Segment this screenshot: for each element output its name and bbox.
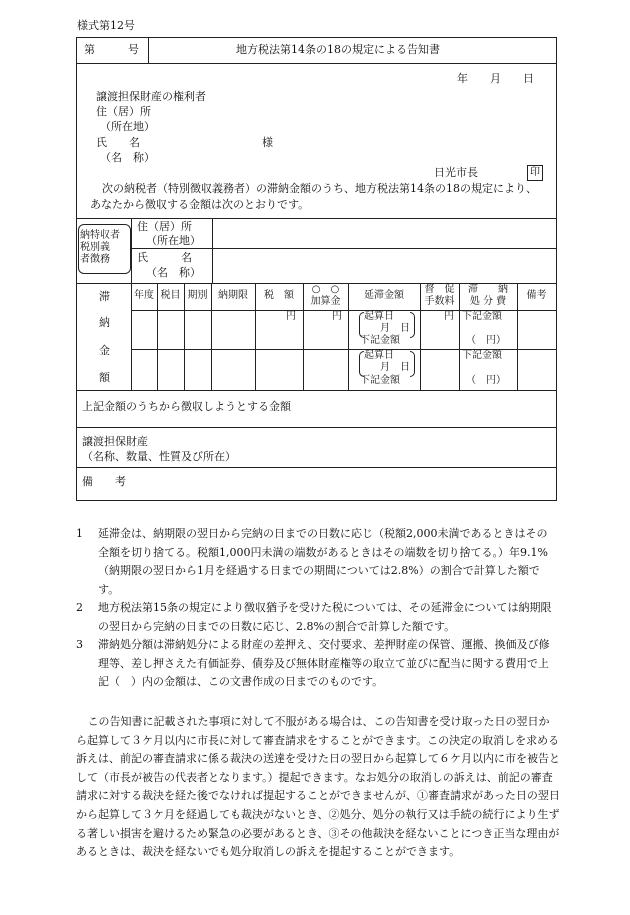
note-number: 1 (76, 527, 83, 540)
row-label-char-1: 滞 (99, 290, 110, 303)
date-line: 年 月 日 (457, 72, 534, 85)
taxpayer-label-line-3: 者徴務 (80, 254, 110, 265)
disposal-below-amount: 下記金額 (462, 311, 502, 322)
reminder-yen-unit: 円 (444, 311, 454, 322)
disposal-paren-yen: （ 円） (466, 335, 506, 346)
note-text: 地方税法第15条の規定により徴収猶予を受けた税については、その延滞金については納期限の翌日から完納の日までの日数に応じ、2.8%の割合で計算した額です。 (98, 601, 552, 633)
honorific-sama: 様 (262, 136, 273, 149)
col-period: 期別 (187, 290, 208, 301)
recipient-address-sub: （所在地） (100, 120, 155, 133)
disposal-below-amount-2: 下記金額 (462, 350, 502, 361)
below-amount-label: 下記金額 (360, 335, 400, 346)
surcharge-yen-unit: 円 (332, 311, 342, 322)
col-surcharge-top: ○ ○ (311, 284, 340, 295)
note-number: 3 (76, 638, 83, 651)
taxpayer-name-label: 氏 名 (137, 251, 192, 264)
property-label: 譲渡担保財産 (82, 435, 148, 448)
intro-line-1: 次の納税者（特別徴収義務者）の滞納金額のうち、地方税法第14条の18の規定により、 (102, 182, 537, 195)
taxpayer-address-label: 住（居）所 (137, 220, 192, 233)
mayor-label: 日光市長 (434, 166, 478, 179)
recipient-address-label: 住（居）所 (96, 105, 151, 118)
notes-list (76, 525, 556, 692)
note-item (76, 525, 556, 599)
col-surcharge: 加算金 (310, 296, 341, 307)
document-number-label: 第 号 (84, 43, 139, 56)
note-item (76, 636, 556, 692)
taxpayer-label-line-2: 税別義 (80, 242, 110, 253)
row-label-char-4: 額 (99, 371, 110, 384)
recipient-name-label: 氏 名 (96, 136, 140, 149)
property-sub-label: （名称、数量、性質及び所在） (82, 450, 236, 463)
col-reminder-fee: 手数料 (424, 296, 455, 307)
note-text: 滞納処分額は滞納処分による財産の差押え、交付要求、差押財産の保管、運搬、換価及び修理等、差し押さえた有価証券、債券及び無体財産権等の取立て並びに配当に関する費用で上記（ ）内の金額は、この文書作成の日までのものです。 (98, 638, 550, 688)
col-fiscal-year: 年度 (134, 290, 154, 301)
remarks-label: 備 考 (82, 475, 126, 488)
document-title: 地方税法第14条の18の規定による告知書 (236, 43, 440, 56)
appeal-paragraph: この告知書に記載された事項に対して不服がある場合は、この告知書を受け取った日の翌日から起算して３ケ月以内に市長に対して審査請求をすることができます。この決定の取消しを求める訴えは、前記の審査請求に係る裁決の送達を受けた日の翌日から起算して６ケ月以内に市を被告として（市長が被告の代表者となります。）提起できます。なお処分の取消しの訴えは、前記の審査請求に対する裁決を経た後でなければ提起することができませんが、①審査請求があった日の翌日から起算して３ケ月を経過しても裁決がないとき、②処分、処分の執行又は手続の続行により生ずる著しい損害を避けるため緊急の必要があるとき、③その他裁決を経ないことにつき正当な理由があるときは、裁決を経ないでも処分取消しの訴えを提起することができます。 (76, 715, 560, 859)
disposal-paren-yen-2: （ 円） (466, 375, 506, 386)
note-text: 延滞金は、納期限の翌日から完納の日までの日数に応じ（税額2,000未満であるときはその全額を切り捨てる。税額1,000円未満の端数があるときはその端数を切り捨てる。）年9.1%（納期限の翌日から1月を経過する日までの期間については2.8%）の割合で計算した額です。 (98, 527, 548, 596)
recipient-name-sub: （名 称） (100, 151, 155, 164)
month-day-label-2: 月 日 (380, 362, 410, 373)
note-item (76, 599, 556, 636)
col-due-date: 納期限 (218, 290, 248, 301)
start-date-label: 起算日 (364, 311, 394, 322)
row-label-char-2: 納 (99, 316, 110, 329)
col-tax-amount: 税 額 (264, 290, 294, 301)
col-disposal-cost: 処 分 費 (469, 296, 507, 307)
start-date-bracket-right-2 (410, 351, 415, 377)
seal-mark: 印 (527, 165, 543, 181)
taxpayer-address-sub: （所在地） (146, 234, 201, 247)
row-label-char-3: 金 (99, 344, 110, 357)
taxpayer-label-line-1: 納特収者 (80, 230, 120, 241)
col-reminder-top: 督 促 (424, 284, 455, 295)
collect-amount-label: 上記金額のうちから徴収しようとする金額 (82, 400, 291, 413)
taxpayer-name-sub: （名 称） (146, 266, 201, 279)
month-day-label: 月 日 (380, 323, 410, 334)
start-date-bracket-right (410, 312, 415, 338)
rights-holder-label: 譲渡担保財産の権利者 (96, 90, 206, 103)
col-tax-item: 税目 (160, 290, 181, 301)
note-number: 2 (76, 601, 83, 614)
col-late-fee: 延滞金額 (364, 290, 404, 301)
form-number: 様式第12号 (77, 19, 135, 32)
col-disposal-top: 滞 納 (468, 284, 508, 295)
tax-yen-unit: 円 (286, 311, 296, 322)
intro-line-2: あなたから徴収する金額は次のとおりです。 (90, 198, 310, 211)
start-date-label-2: 起算日 (364, 350, 394, 361)
col-remarks: 備考 (526, 290, 547, 301)
below-amount-label-2: 下記金額 (360, 375, 400, 386)
